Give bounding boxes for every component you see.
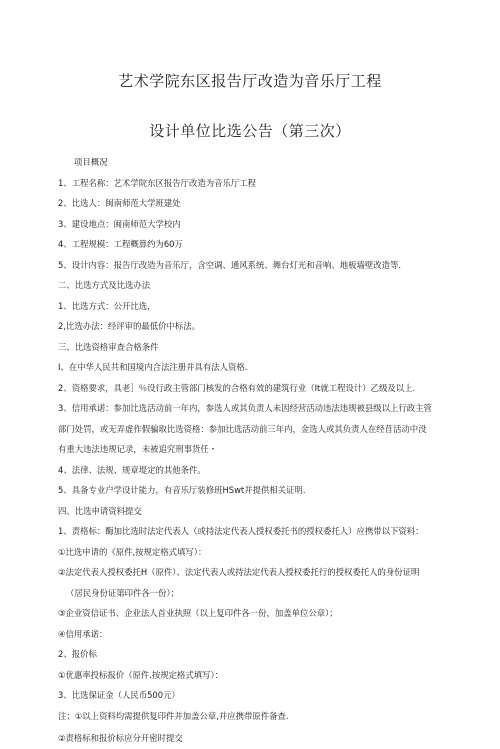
text-line: 注；①以上资料均需提供复印件并加盖公章,并应携带原件备查. bbox=[58, 710, 289, 721]
text-line: 1、责格标：酶加比选时法定代表人（或持法定代表人授权委托书的授权委托人）应携带以下资料： bbox=[58, 526, 424, 536]
text-line: 3、信用承诺：参加比选活动前一年内，参选人或其负责人未因经营活动违法违规被县级以上行政主管 bbox=[58, 403, 432, 413]
text-line: 2,比选办法：经评审的最低价中标法。 bbox=[58, 321, 200, 331]
text-line: ①比选申请的《原件,按规定格式填写）： bbox=[58, 546, 207, 557]
text-line: ②法定代表人授权委托H（原件）、法定代表人或持法定代表人授权委托行的授权委托人的身份证明 bbox=[58, 567, 420, 577]
text-line: ①优惠率投标报价（原件.按规定格式填写）： bbox=[58, 669, 224, 680]
text-line: ④信用承诺： bbox=[58, 628, 108, 639]
text-line: I、在中华人民共和国境内合法注册并具有法人资格. bbox=[58, 362, 248, 372]
text-line: 有重大违法违规记录，未被追究刑事货任・ bbox=[58, 444, 218, 454]
document-body bbox=[58, 152, 448, 749]
text-line: 1、工程名称：艺术学院东区报告厅改造为音乐厅工程 bbox=[58, 177, 256, 188]
text-line: 5、具备专业户学设计能力，有音乐厅装修班HSwt并提供相关证明. bbox=[58, 485, 306, 495]
text-line: 4、工程规模：工程概算约为60万 bbox=[58, 239, 183, 249]
text-line: 2、比选人：闽南师范大学班建处 bbox=[58, 198, 181, 208]
text-line: 二、比选方式及比选办法 bbox=[58, 280, 151, 290]
text-line: ③企业资信证书、企业法人首业执照（以上复印件各一份，加盖单位公章）； bbox=[58, 608, 338, 618]
document-title: 艺术学院东区报告厅改造为音乐厅工程 bbox=[118, 72, 382, 90]
text-line: 3、建设地点：闽南师范大学校内 bbox=[58, 218, 181, 229]
text-line: 2、报价标 bbox=[58, 649, 97, 659]
document-subtitle: 设计单位比选公告（第三次） bbox=[149, 122, 351, 140]
text-line: 1、比选方式：公开比选， bbox=[58, 300, 156, 311]
text-line: 4、法律、法规、规章堤定的其他条件。 bbox=[58, 464, 206, 475]
text-line: 四、比选申请资料提交 bbox=[58, 505, 142, 516]
text-line: 部门处罚，或无弄虚作假骗取比选资格：参加比选活动前三年内，金选人或其负责人在经苜活动中没 bbox=[58, 423, 427, 434]
text-line: （居民身份证第印件各一份）； bbox=[66, 587, 180, 598]
text-line: 3、比选保证金（人民币500元） bbox=[58, 690, 180, 700]
text-line: 三、比选资格审查合格条件 bbox=[58, 341, 159, 352]
text-line: 项目概况 bbox=[74, 157, 108, 167]
text-line: 2、资格要求，具老］％设行政主管部门核发的合格有效的建筑行业（It就工程设计）乙级及以上. bbox=[58, 382, 416, 393]
text-line: ②责格标和报价标应分开密时提交 bbox=[58, 733, 183, 743]
text-line: 5、设计内容：报告厅改造为音乐厅，含空调、通风系统、舞台灯光和音响、地板墙壁改造等. bbox=[58, 259, 401, 270]
